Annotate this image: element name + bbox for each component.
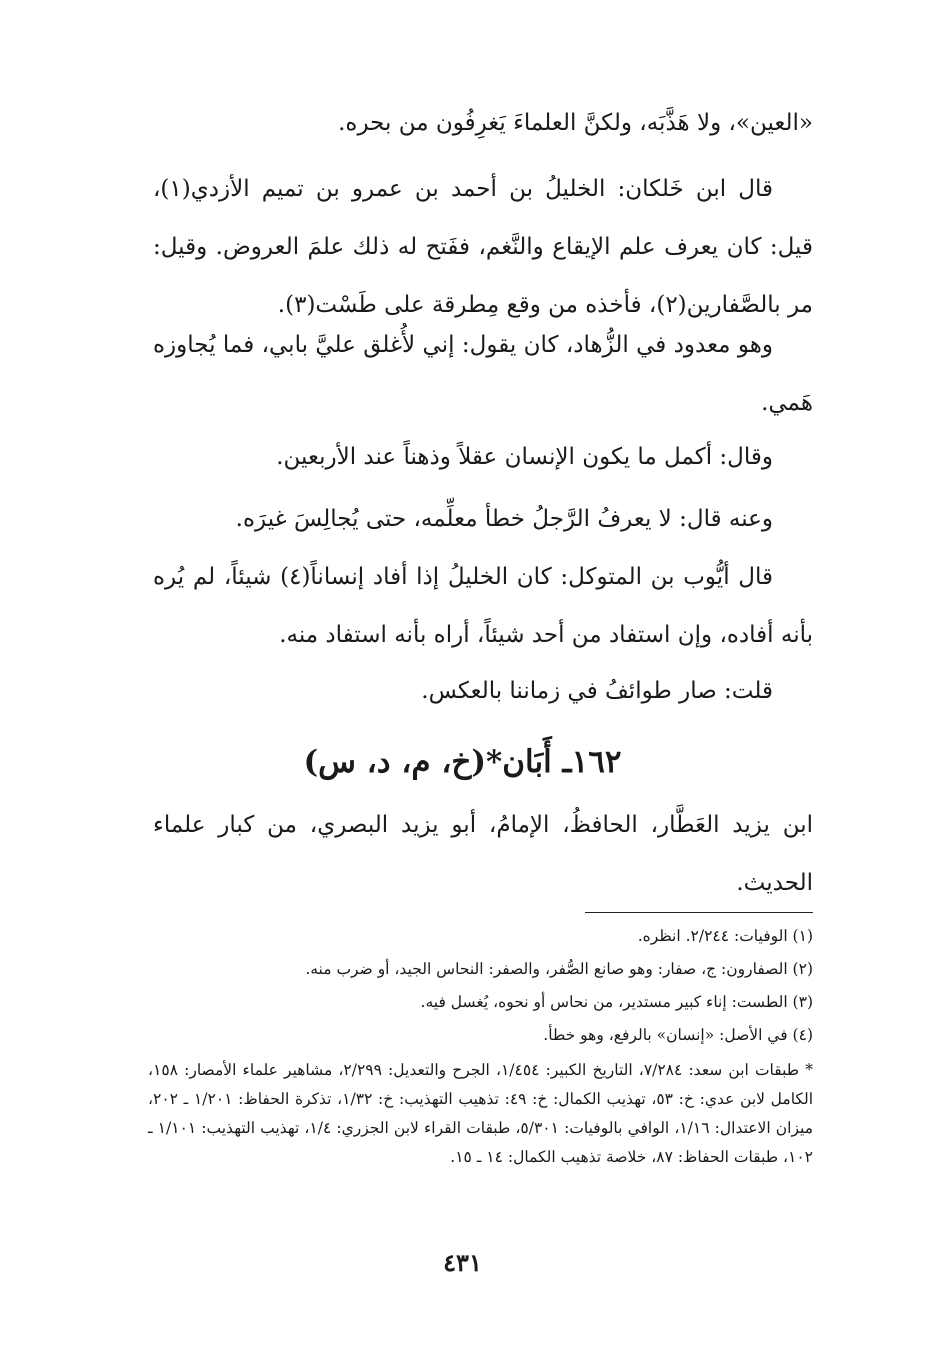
paragraph-ibn-khallikan: قال ابن خَلكان: الخليلُ بن أحمد بن عمرو بن تميم الأزدي(١)، قيل: كان يعرف علم الإيقاع والنَّغم، ففَتح له ذلك علمَ العروض. وقيل: مر بالصَّفارين(٢)، فأخذه من وقع مِطرقة على طَسْت(٣). bbox=[153, 176, 813, 318]
paragraph-zuhhad: وهو معدود في الزُّهاد، كان يقول: إني لأُغلق عليَّ بابي، فما يُجاوزه هَمي. bbox=[153, 332, 813, 416]
paragraph-ayyub: قال أيُّوب بن المتوكل: كان الخليلُ إذا أفاد إنساناً(٤) شيئاً، لم يُره بأنه أفاده، وإن استفاد من أحد شيئاً، أراه بأنه استفاد منه. bbox=[153, 564, 813, 648]
footnote-separator bbox=[585, 912, 813, 913]
paragraph-qultu: قلت: صار طوائفُ في زماننا بالعكس. bbox=[421, 678, 773, 704]
page-number: ٤٣١ bbox=[443, 1248, 482, 1277]
entry-heading: ١٦٢ـ أَبَان*(خ، م، د، س) bbox=[303, 744, 622, 780]
paragraph-forty: وقال: أكمل ما يكون الإنسان عقلاً وذهناً عند الأربعين. bbox=[276, 444, 773, 470]
sources-note: * طبقات ابن سعد: ٧/٢٨٤، التاريخ الكبير: ١/٤٥٤، الجرح والتعديل: ٢/٢٩٩، مشاهير علماء الأمصار: ١٥٨، الكامل لابن عدي: خ: ٥٣، تهذيب الكمال: خ: ٤٩: تذهيب التهذيب: خ: ١/٣٢، تذكرة الحفاظ: ١/٢٠١ ـ ٢٠٢، ميزان الاعتدال: ١/١٦، الوافي بالوفيات: ٥/٣٠١، طبقات القراء لابن الجزري: ١/٤، تهذيب التهذيب: ١/١٠١ ـ ١٠٢، طبقات الحفاظ: ٨٧، خلاصة تذهيب الكمال: ١٤ ـ ١٥. bbox=[148, 1061, 814, 1166]
footnote-4: (٤) في الأصل: «إنسان» بالرفع، وهو خطأ. bbox=[543, 1026, 813, 1044]
paragraph-1: «العين»، ولا هَذَّبَه، ولكنَّ العلماءَ يَغرِفُون من بحره. bbox=[338, 110, 813, 136]
footnote-3: (٣) الطست: إناء كبير مستدير، من نحاس أو نحوه، يُغسل فيه. bbox=[420, 993, 813, 1011]
entry-text: ابن يزيد العَطَّار، الحافظُ، الإمامُ، أبو يزيد البصري، من كبار علماء الحديث. bbox=[153, 812, 813, 896]
footnote-1: (١) الوفيات: ٢/٢٤٤. انظره. bbox=[637, 927, 813, 945]
footnote-2: (٢) الصفارون: ج، صفار: وهو صانع الصُّفر، والصفر: النحاس الجيد، أو ضرب منه. bbox=[305, 960, 813, 978]
paragraph-teacher: وعنه قال: لا يعرفُ الرَّجلُ خطأ معلِّمه، حتى يُجالِسَ غيرَه. bbox=[235, 506, 773, 532]
